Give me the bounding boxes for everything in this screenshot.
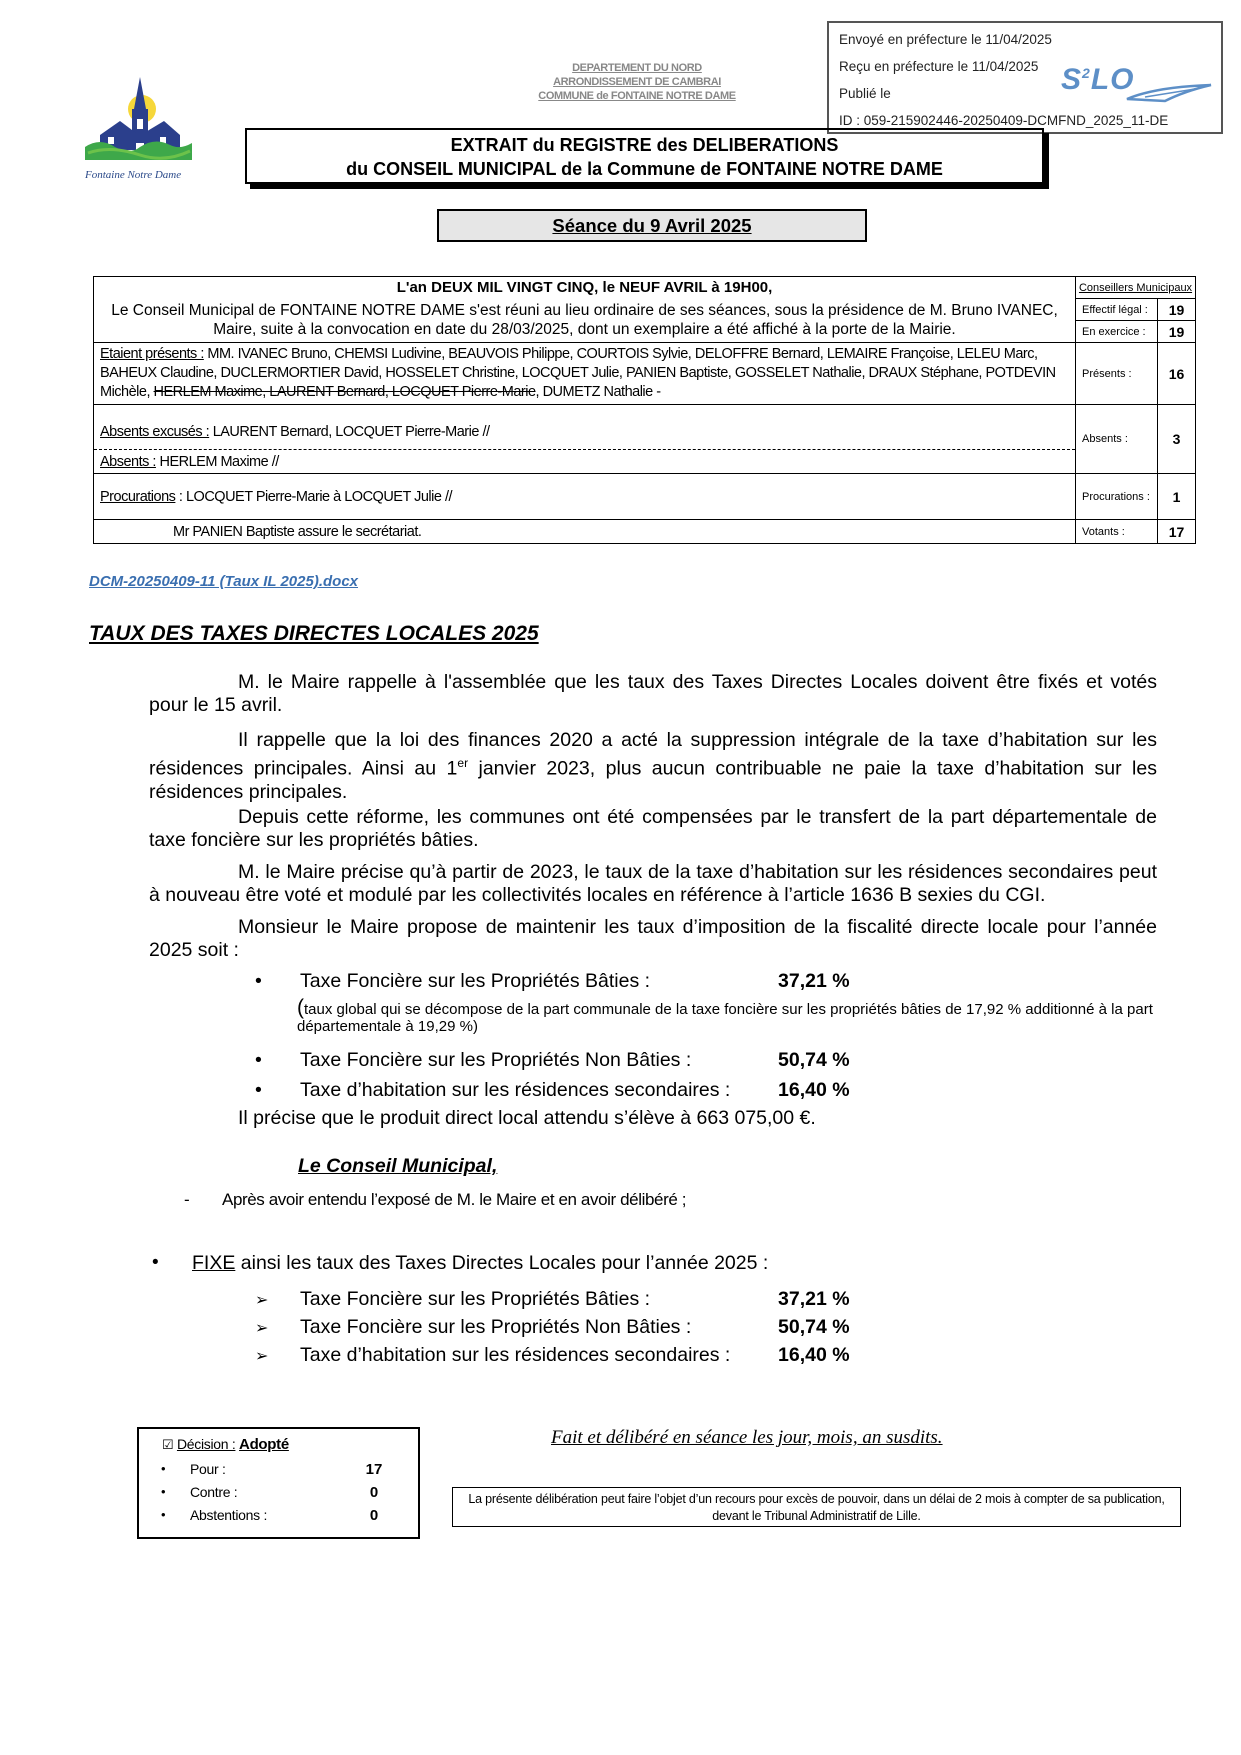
fixed-tax-3-rate: 16,40 % <box>778 1344 850 1366</box>
votants-value: 17 <box>1158 520 1196 544</box>
tax-1-label: Taxe Foncière sur les Propriétés Bâties : <box>300 970 651 992</box>
prefecture-stamp <box>827 21 1223 134</box>
tax-3-rate: 16,40 % <box>778 1079 850 1101</box>
header-commune: COMMUNE de FONTAINE NOTRE DAME <box>538 90 736 102</box>
contre-label: Contre : <box>190 1484 238 1500</box>
contre-value: 0 <box>369 1484 379 1501</box>
decision-line: ☑ Décision : Adopté <box>162 1436 289 1453</box>
procurations-line: Procurations : LOCQUET Pierre-Marie à LOCQUET Julie // <box>94 474 1076 520</box>
presents-list: Etaient présents : MM. IVANEC Bruno, CHEMSI Ludivine, BEAUVOIS Philippe, COURTOIS Sylvie, DELOFFRE Bernard, LEMAIRE Françoise, LELEU Marc, BAHEUX Claudine, DUCLERMORTIER David, HOSSELET Christine, LOCQUET Julie, PANIEN Baptiste, GOSSELET Nathalie, DRAUX Stéphane, POTDEVIN Michèle, HERLEM Maxime, LAURENT Bernard, LOCQUET Pierre-Marie, DUMETZ Nathalie - <box>94 343 1076 405</box>
logo-caption: Fontaine Notre Dame <box>85 169 182 181</box>
abstentions-label: Abstentions : <box>190 1507 268 1523</box>
register-title-box <box>245 128 1044 184</box>
apres-line: Après avoir entendu l’exposé de M. le Maire et en avoir délibéré ; <box>222 1190 687 1209</box>
bullet-icon: • <box>152 1252 159 1273</box>
meeting-intro: Le Conseil Municipal de FONTAINE NOTRE DAME s'est réuni au lieu ordinaire de ses séances, sous la présidence de M. Bruno IVANEC, Maire, suite à la convocation en date du 28/03/2025, dont un exemplaire a été affiché à la porte de la Mairie. <box>94 299 1076 343</box>
bullet-icon: • <box>255 1049 262 1071</box>
presents-count-label: Présents : <box>1076 343 1158 405</box>
presents-count-value: 16 <box>1158 343 1196 405</box>
tax-3-label: Taxe d’habitation sur les résidences secondaires : <box>300 1079 731 1101</box>
procurations-count-value: 1 <box>1158 474 1196 520</box>
church-logo-icon <box>80 75 195 170</box>
s2lo-swoosh-icon <box>1125 81 1215 105</box>
register-title-line1: EXTRAIT du REGISTRE des DELIBERATIONS <box>450 135 839 155</box>
absents-line: Absents : HERLEM Maxime // <box>94 450 1076 474</box>
dash-icon: - <box>184 1190 190 1209</box>
absents-count-label: Absents : <box>1076 405 1158 474</box>
tax-1-rate: 37,21 % <box>778 970 850 992</box>
paragraph-4: M. le Maire précise qu’à partir de 2023, le taux de la taxe d’habitation sur les résidences secondaires peut à nouveau être voté et modulé par les collectivités locales en référence à l’article 1636 B sexies du CGI. <box>149 861 1157 906</box>
bullet-icon: • <box>161 1507 166 1522</box>
stamp-envoye: Envoyé en préfecture le 11/04/2025 <box>839 32 1052 47</box>
tax-2-rate: 50,74 % <box>778 1049 850 1071</box>
decision-value: Adopté <box>239 1436 289 1453</box>
conseil-heading: Le Conseil Municipal, <box>298 1155 498 1177</box>
excuses-line: Absents excusés : LAURENT Bernard, LOCQUET Pierre-Marie // <box>94 405 1076 450</box>
exercice-value: 19 <box>1158 321 1196 343</box>
header-arrondissement: ARRONDISSEMENT DE CAMBRAI <box>553 76 721 88</box>
stamp-publie: Publié le <box>839 86 891 101</box>
recours-notice: La présente délibération peut faire l’objet d’un recours pour excès de pouvoir, dans un délai de 2 mois à compter de sa publication, devant le Tribunal Administratif de Lille. <box>452 1487 1181 1527</box>
fixe-line: FIXE ainsi les taux des Taxes Directes Locales pour l’année 2025 : <box>192 1252 769 1274</box>
register-title-line2: du CONSEIL MUNICIPAL de la Commune de FONTAINE NOTRE DAME <box>346 159 943 179</box>
votants-label: Votants : <box>1076 520 1158 544</box>
checked-box-icon: ☑ <box>162 1437 174 1452</box>
fixed-tax-1-rate: 37,21 % <box>778 1288 850 1310</box>
effectif-label: Effectif légal : <box>1076 299 1158 321</box>
effectif-value: 19 <box>1158 299 1196 321</box>
procurations-count-label: Procurations : <box>1076 474 1158 520</box>
pour-value: 17 <box>365 1461 383 1478</box>
paragraph-2: Il rappelle que la loi des finances 2020 a acté la suppression intégrale de la taxe d’habitation sur les résidences principales. Ainsi au 1er janvier 2023, plus aucun contribuable ne paie la taxe d’habitation sur les résidences principales. <box>149 729 1157 803</box>
deliberation-title: TAUX DES TAXES DIRECTES LOCALES 2025 <box>89 622 539 645</box>
meeting-date-line: L'an DEUX MIL VINGT CINQ, le NEUF AVRIL à 19H00, <box>94 277 1076 299</box>
fixed-tax-1-label: Taxe Foncière sur les Propriétés Bâties : <box>300 1288 651 1310</box>
councillors-header: Conseillers Municipaux <box>1076 277 1196 299</box>
stamp-id: ID : 059-215902446-20250409-DCMFND_2025_11-DE <box>839 113 1169 128</box>
arrow-bullet-icon: ➢ <box>255 1292 269 1309</box>
secretariat-line: Mr PANIEN Baptiste assure le secrétariat. <box>94 520 1076 544</box>
pour-label: Pour : <box>190 1461 226 1477</box>
bullet-icon: • <box>161 1484 166 1499</box>
fait-delibere-line: Fait et délibéré en séance les jour, mois, an susdits. <box>551 1427 943 1448</box>
fixed-tax-3-label: Taxe d’habitation sur les résidences secondaires : <box>300 1344 731 1366</box>
bullet-icon: • <box>255 970 262 992</box>
decision-box <box>137 1427 420 1539</box>
paragraph-3: Depuis cette réforme, les communes ont été compensées par le transfert de la part départementale de taxe foncière sur les propriétés bâties. <box>149 806 1157 851</box>
seance-date: Séance du 9 Avril 2025 <box>552 215 752 236</box>
stamp-recu: Reçu en préfecture le 11/04/2025 <box>839 59 1039 74</box>
produit-line: Il précise que le produit direct local attendu s’élève à 663 075,00 €. <box>238 1107 816 1129</box>
arrow-bullet-icon: ➢ <box>255 1320 269 1337</box>
fixed-tax-2-label: Taxe Foncière sur les Propriétés Non Bâties : <box>300 1316 692 1338</box>
fixed-tax-2-rate: 50,74 % <box>778 1316 850 1338</box>
tax-2-label: Taxe Foncière sur les Propriétés Non Bâties : <box>300 1049 692 1071</box>
s2lo-logo: $S^2LO$ <box>1061 63 1135 96</box>
header-departement: DEPARTEMENT DU NORD <box>572 62 702 74</box>
attendance-table <box>93 276 1196 544</box>
bullet-icon: • <box>255 1079 262 1101</box>
arrow-bullet-icon: ➢ <box>255 1348 269 1365</box>
abstentions-value: 0 <box>369 1507 379 1524</box>
tax-1-note: (taux global qui se décompose de la part communale de la taxe foncière sur les propriétés bâties de 17,92 % additionné à la part départementale à 19,29 %) <box>297 996 1153 1035</box>
absents-count-value: 3 <box>1158 405 1196 474</box>
document-reference-link[interactable]: DCM-20250409-11 (Taux IL 2025).docx <box>89 573 359 590</box>
bullet-icon: • <box>161 1461 166 1476</box>
seance-box <box>437 209 867 242</box>
paragraph-1: M. le Maire rappelle à l'assemblée que les taux des Taxes Directes Locales doivent être fixés et votés pour le 15 avril. <box>149 671 1157 716</box>
town-logo <box>80 75 195 187</box>
paragraph-5: Monsieur le Maire propose de maintenir les taux d’imposition de la fiscalité directe locale pour l’année 2025 soit : <box>149 916 1157 961</box>
exercice-label: En exercice : <box>1076 321 1158 343</box>
